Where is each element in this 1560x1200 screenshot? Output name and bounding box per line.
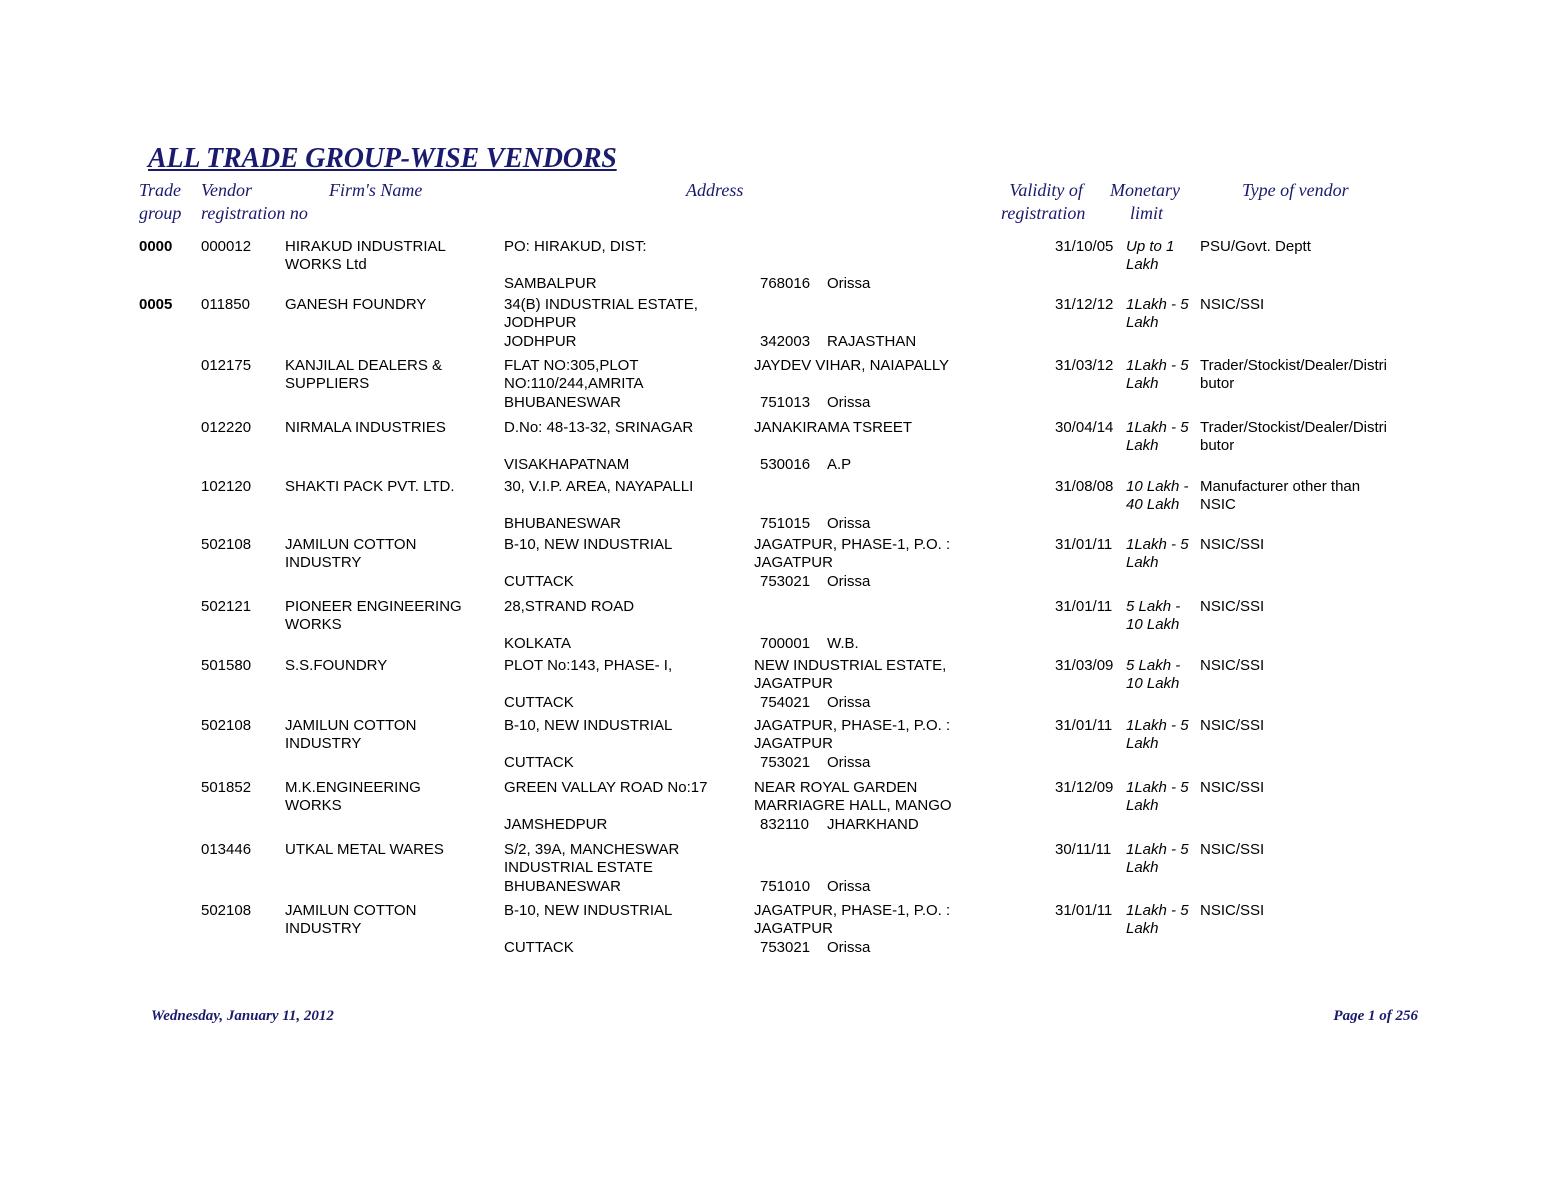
address-line1	[504, 296, 698, 332]
monetary-limit	[1126, 238, 1174, 274]
validity-date: 31/01/11	[1055, 717, 1113, 734]
address-line2-line: JAGATPUR	[754, 920, 833, 937]
address-line1-line: INDUSTRIAL ESTATE	[504, 859, 653, 876]
validity-date: 31/12/09	[1055, 779, 1114, 796]
firm-name	[285, 238, 446, 274]
registration-no: 102120	[201, 478, 252, 495]
registration-no: 012175	[201, 357, 252, 374]
address-pin: 751013	[760, 394, 811, 411]
address-city: CUTTACK	[504, 694, 574, 711]
firm-name-line: HIRAKUD INDUSTRIAL	[285, 238, 446, 255]
address-pin: 700001	[760, 635, 811, 652]
monetary-limit-line: Lakh	[1126, 437, 1159, 454]
address-line1	[504, 536, 672, 554]
address-line2-line: JAGATPUR	[754, 735, 833, 752]
address-line2	[754, 657, 946, 693]
firm-name-line: NIRMALA INDUSTRIES	[285, 419, 446, 436]
registration-no: 012220	[201, 419, 252, 436]
monetary-limit-line: Lakh	[1126, 797, 1159, 814]
monetary-limit-line: Lakh	[1126, 859, 1159, 876]
header-type-of-vendor: Type of vendor	[1242, 180, 1349, 200]
address-line2-line: NEAR ROYAL GARDEN	[754, 779, 918, 796]
firm-name	[285, 357, 442, 393]
header-vendor-reg	[201, 179, 308, 225]
header-group: group	[139, 203, 182, 223]
header-monetary-limit	[1110, 179, 1180, 225]
address-line2-line: NEW INDUSTRIAL ESTATE,	[754, 657, 947, 674]
vendor-type	[1200, 841, 1264, 859]
validity-date: 31/01/11	[1055, 536, 1113, 553]
monetary-limit	[1126, 536, 1189, 572]
address-line1	[504, 598, 634, 616]
firm-name-line: S.S.FOUNDRY	[285, 657, 388, 674]
address-state: Orissa	[827, 394, 871, 411]
registration-no: 502108	[201, 717, 252, 734]
address-line1	[504, 478, 693, 496]
vendor-type-line: NSIC/SSI	[1200, 536, 1265, 553]
address-line2-line: JANAKIRAMA TSREET	[754, 419, 913, 436]
monetary-limit-line: Lakh	[1126, 256, 1159, 273]
firm-name-line: M.K.ENGINEERING	[285, 779, 421, 796]
address-pin: 753021	[760, 754, 811, 771]
registration-no: 502121	[201, 598, 252, 615]
monetary-limit-line: 40 Lakh	[1126, 496, 1180, 513]
firm-name	[285, 657, 387, 675]
firm-name	[285, 779, 421, 815]
header-trade: Trade	[139, 180, 182, 200]
address-line1	[504, 717, 672, 735]
address-city: CUTTACK	[504, 754, 574, 771]
address-line1-line: 28,STRAND ROAD	[504, 598, 635, 615]
firm-name	[285, 536, 416, 572]
address-line1-line: B-10, NEW INDUSTRIAL	[504, 902, 673, 919]
address-state: Orissa	[827, 878, 871, 895]
address-line1-line: 34(B) INDUSTRIAL ESTATE,	[504, 296, 698, 313]
vendor-type	[1200, 536, 1264, 554]
address-state: W.B.	[827, 635, 859, 652]
validity-date: 31/03/09	[1055, 657, 1114, 674]
address-state: RAJASTHAN	[827, 333, 917, 350]
vendor-type	[1200, 419, 1387, 455]
address-line1	[504, 902, 672, 920]
validity-date: 30/04/14	[1055, 419, 1114, 436]
header-vendor: Vendor	[201, 180, 252, 200]
firm-name-line: INDUSTRY	[285, 920, 362, 937]
firm-name	[285, 902, 416, 938]
address-line1-line: B-10, NEW INDUSTRIAL	[504, 536, 673, 553]
registration-no: 501580	[201, 657, 252, 674]
registration-no: 501852	[201, 779, 252, 796]
header-limit: limit	[1130, 203, 1164, 223]
address-pin: 753021	[760, 939, 811, 956]
address-line2	[754, 779, 952, 815]
vendor-type	[1200, 657, 1264, 675]
validity-date: 31/01/11	[1055, 598, 1113, 615]
header-validity-of: Validity of	[1009, 180, 1083, 200]
trade-group: 0005	[139, 296, 173, 313]
address-line2-line: JAGATPUR	[754, 675, 833, 692]
address-line1	[504, 779, 707, 797]
address-line1-line: JODHPUR	[504, 314, 577, 331]
vendor-type-line: NSIC/SSI	[1200, 717, 1265, 734]
firm-name-line: GANESH FOUNDRY	[285, 296, 427, 313]
firm-name	[285, 841, 444, 859]
monetary-limit	[1126, 717, 1189, 753]
registration-no: 011850	[201, 296, 250, 313]
firm-name	[285, 296, 426, 314]
address-line1-line: GREEN VALLAY ROAD No:17	[504, 779, 708, 796]
firm-name-line: PIONEER ENGINEERING	[285, 598, 462, 615]
monetary-limit-line: 5 Lakh -	[1126, 657, 1181, 674]
header-validity	[1001, 179, 1085, 225]
vendor-type-line: NSIC/SSI	[1200, 779, 1265, 796]
header-trade-group	[139, 179, 181, 225]
firm-name-line: UTKAL METAL WARES	[285, 841, 444, 858]
address-line2	[754, 419, 912, 437]
validity-date: 31/12/12	[1055, 296, 1114, 313]
address-city: JODHPUR	[504, 333, 577, 350]
vendor-type-line: Trader/Stockist/Dealer/Distri	[1200, 357, 1387, 374]
monetary-limit-line: 1Lakh - 5	[1126, 779, 1189, 796]
vendor-type-line: NSIC/SSI	[1200, 598, 1265, 615]
address-line2	[754, 357, 949, 375]
address-state: JHARKHAND	[827, 816, 919, 833]
address-city: CUTTACK	[504, 573, 574, 590]
address-pin: 342003	[760, 333, 811, 350]
address-line2-line: MARRIAGRE HALL, MANGO	[754, 797, 952, 814]
validity-date: 31/03/12	[1055, 357, 1114, 374]
firm-name	[285, 598, 462, 634]
address-state: Orissa	[827, 694, 871, 711]
trade-group: 0000	[139, 238, 173, 255]
page-title: ALL TRADE GROUP-WISE VENDORS	[148, 143, 617, 174]
firm-name-line: WORKS Ltd	[285, 256, 367, 273]
monetary-limit-line: Lakh	[1126, 554, 1159, 571]
address-line1	[504, 357, 644, 393]
monetary-limit-line: Lakh	[1126, 375, 1159, 392]
address-city: CUTTACK	[504, 939, 574, 956]
address-city: JAMSHEDPUR	[504, 816, 608, 833]
monetary-limit-line: Lakh	[1126, 735, 1159, 752]
firm-name-line: WORKS	[285, 616, 342, 633]
address-state: A.P	[827, 456, 852, 473]
address-pin: 751015	[760, 515, 811, 532]
monetary-limit-line: 1Lakh - 5	[1126, 357, 1189, 374]
monetary-limit-line: Up to 1	[1126, 238, 1175, 255]
address-city: KOLKATA	[504, 635, 571, 652]
firm-name-line: JAMILUN COTTON	[285, 536, 417, 553]
monetary-limit-line: Lakh	[1126, 920, 1159, 937]
address-line2	[754, 902, 950, 938]
address-pin: 754021	[760, 694, 811, 711]
monetary-limit	[1126, 478, 1189, 514]
address-pin: 530016	[760, 456, 811, 473]
monetary-limit-line: Lakh	[1126, 314, 1159, 331]
monetary-limit	[1126, 296, 1189, 332]
monetary-limit	[1126, 657, 1180, 693]
monetary-limit-line: 1Lakh - 5	[1126, 841, 1189, 858]
address-line1-line: PLOT No:143, PHASE- I,	[504, 657, 673, 674]
address-line1-line: NO:110/244,AMRITA	[504, 375, 644, 392]
address-city: BHUBANESWAR	[504, 394, 621, 411]
header-registration-no: registration no	[201, 203, 308, 223]
address-city: SAMBALPUR	[504, 275, 597, 292]
firm-name	[285, 717, 416, 753]
vendor-type	[1200, 902, 1264, 920]
validity-date: 31/10/05	[1055, 238, 1114, 255]
validity-date: 30/11/11	[1055, 841, 1112, 858]
address-line1-line: FLAT NO:305,PLOT	[504, 357, 639, 374]
vendor-type-line: butor	[1200, 437, 1235, 454]
registration-no: 013446	[201, 841, 252, 858]
firm-name-line: KANJILAL DEALERS &	[285, 357, 443, 374]
vendor-type	[1200, 779, 1264, 797]
vendor-type-line: NSIC	[1200, 496, 1236, 513]
address-line1-line: D.No: 48-13-32, SRINAGAR	[504, 419, 694, 436]
address-state: Orissa	[827, 515, 871, 532]
monetary-limit-line: 10 Lakh -	[1126, 478, 1189, 495]
vendor-type	[1200, 296, 1264, 314]
address-line1-line: 30, V.I.P. AREA, NAYAPALLI	[504, 478, 694, 495]
vendor-type-line: NSIC/SSI	[1200, 657, 1265, 674]
address-state: Orissa	[827, 939, 871, 956]
address-line1	[504, 657, 672, 675]
monetary-limit-line: 1Lakh - 5	[1126, 296, 1189, 313]
registration-no: 502108	[201, 536, 252, 553]
address-line1-line: S/2, 39A, MANCHESWAR	[504, 841, 680, 858]
address-line1	[504, 841, 679, 877]
address-pin: 753021	[760, 573, 811, 590]
footer-date: Wednesday, January 11, 2012	[151, 1008, 334, 1024]
address-pin: 768016	[760, 275, 811, 292]
address-line1	[504, 419, 693, 437]
validity-date: 31/08/08	[1055, 478, 1114, 495]
firm-name-line: WORKS	[285, 797, 342, 814]
firm-name-line: INDUSTRY	[285, 735, 362, 752]
address-state: Orissa	[827, 573, 871, 590]
address-city: VISAKHAPATNAM	[504, 456, 630, 473]
vendor-type-line: Manufacturer other than	[1200, 478, 1361, 495]
address-line2	[754, 536, 950, 572]
monetary-limit-line: 1Lakh - 5	[1126, 536, 1189, 553]
vendor-type-line: NSIC/SSI	[1200, 841, 1265, 858]
registration-no: 502108	[201, 902, 252, 919]
address-line2-line: JAYDEV VIHAR, NAIAPALLY	[754, 357, 950, 374]
vendor-type-line: butor	[1200, 375, 1235, 392]
address-line1-line: PO: HIRAKUD, DIST:	[504, 238, 647, 255]
address-city: BHUBANESWAR	[504, 515, 621, 532]
address-pin: 751010	[760, 878, 811, 895]
header-address: Address	[686, 180, 744, 200]
vendor-type	[1200, 717, 1264, 735]
monetary-limit	[1126, 598, 1180, 634]
address-line2-line: JAGATPUR, PHASE-1, P.O. :	[754, 717, 951, 734]
header-registration: registration	[1001, 203, 1086, 223]
address-line1	[504, 238, 647, 256]
monetary-limit	[1126, 841, 1189, 877]
header-firm-name: Firm's Name	[329, 180, 423, 200]
monetary-limit-line: 1Lakh - 5	[1126, 902, 1189, 919]
vendor-type	[1200, 598, 1264, 616]
firm-name-line: SHAKTI PACK PVT. LTD.	[285, 478, 455, 495]
address-line2-line: JAGATPUR, PHASE-1, P.O. :	[754, 536, 951, 553]
vendor-type	[1200, 238, 1311, 256]
monetary-limit	[1126, 779, 1189, 815]
address-pin: 832110	[760, 816, 809, 833]
address-state: Orissa	[827, 754, 871, 771]
firm-name	[285, 419, 446, 437]
monetary-limit-line: 5 Lakh -	[1126, 598, 1181, 615]
address-state: Orissa	[827, 275, 871, 292]
monetary-limit-line: 1Lakh - 5	[1126, 717, 1189, 734]
vendor-type-line: NSIC/SSI	[1200, 902, 1265, 919]
address-line2-line: JAGATPUR	[754, 554, 833, 571]
address-city: BHUBANESWAR	[504, 878, 621, 895]
firm-name-line: JAMILUN COTTON	[285, 902, 417, 919]
vendor-type-line: NSIC/SSI	[1200, 296, 1265, 313]
vendor-type	[1200, 478, 1360, 514]
vendor-type	[1200, 357, 1387, 393]
vendor-type-line: PSU/Govt. Deptt	[1200, 238, 1311, 255]
monetary-limit-line: 1Lakh - 5	[1126, 419, 1189, 436]
firm-name-line: JAMILUN COTTON	[285, 717, 417, 734]
firm-name-line: SUPPLIERS	[285, 375, 370, 392]
monetary-limit	[1126, 902, 1189, 938]
header-monetary: Monetary	[1110, 180, 1180, 200]
address-line1-line: B-10, NEW INDUSTRIAL	[504, 717, 673, 734]
firm-name	[285, 478, 454, 496]
monetary-limit-line: 10 Lakh	[1126, 616, 1180, 633]
footer-page-number: Page 1 of 256	[1333, 1008, 1418, 1024]
firm-name-line: INDUSTRY	[285, 554, 362, 571]
validity-date: 31/01/11	[1055, 902, 1113, 919]
registration-no: 000012	[201, 238, 252, 255]
address-line2	[754, 717, 950, 753]
monetary-limit	[1126, 419, 1189, 455]
monetary-limit	[1126, 357, 1189, 393]
address-line2-line: JAGATPUR, PHASE-1, P.O. :	[754, 902, 951, 919]
monetary-limit-line: 10 Lakh	[1126, 675, 1180, 692]
vendor-type-line: Trader/Stockist/Dealer/Distri	[1200, 419, 1387, 436]
